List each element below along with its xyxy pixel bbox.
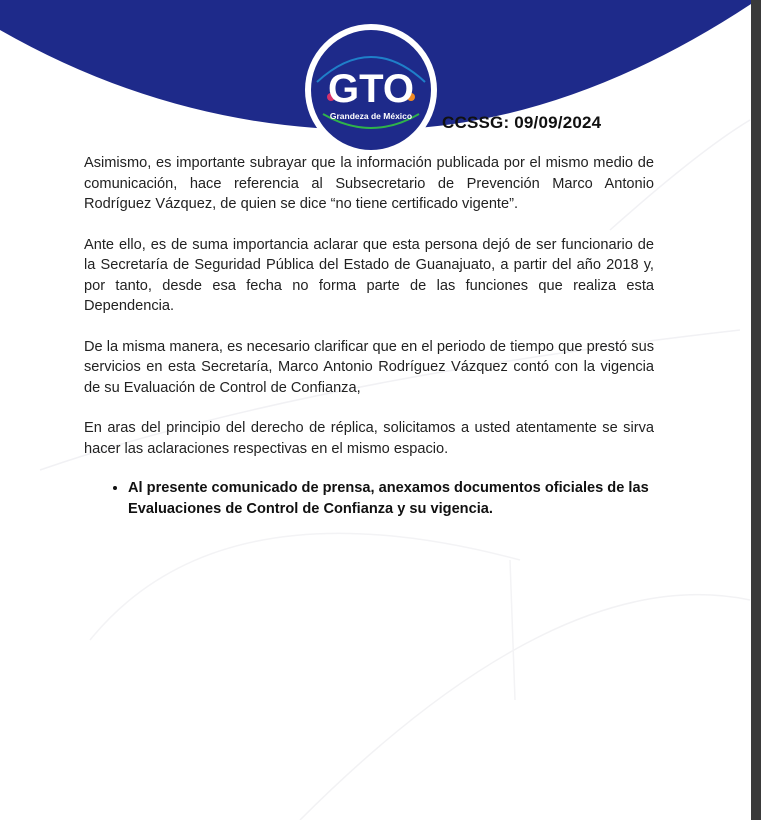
document-code: CCSSG: 09/09/2024 [442,113,602,132]
logo-subtitle: Grandeza de México [329,111,413,121]
bullet-item: • Al presente comunicado de prensa, anexamos documentos oficiales de las Evaluaciones de Control de Confianza y su vigencia. [128,477,654,520]
paragraph: En aras del principio del derecho de réplica, solicitamos a usted atentamente se sirva hacer las aclaraciones respectivas en el mismo espacio. [84,420,654,457]
paragraph: Ante ello, es de suma importancia aclarar que esta persona dejó de ser funcionario de la Secretaría de Seguridad Pública del Estado de Guanajuato, a partir del año 2018 y, por tanto, desde esa fecha no forma parte de las funciones que realiza esta Dependencia. [84,236,654,314]
viewer-background [751,0,761,820]
paragraph: Asimismo, es importante subrayar que la información publicada por el mismo medio de comunicación, hace referencia al Subsecretario de Prevención Marco Antonio Rodríguez Vázquez, de quien se dice “no tiene certificado vigente”. [84,155,654,212]
bullet-list [84,477,654,520]
document-body [84,153,654,520]
paragraph: De la misma manera, es necesario clarificar que en el periodo de tiempo que prestó sus servicios en esta Secretaría, Marco Antonio Rodríguez Vázquez contó con la vigencia de su Evaluación de Control de Confianza, [84,338,654,396]
gto-logo [303,22,439,158]
logo-text: GTO [328,67,414,111]
